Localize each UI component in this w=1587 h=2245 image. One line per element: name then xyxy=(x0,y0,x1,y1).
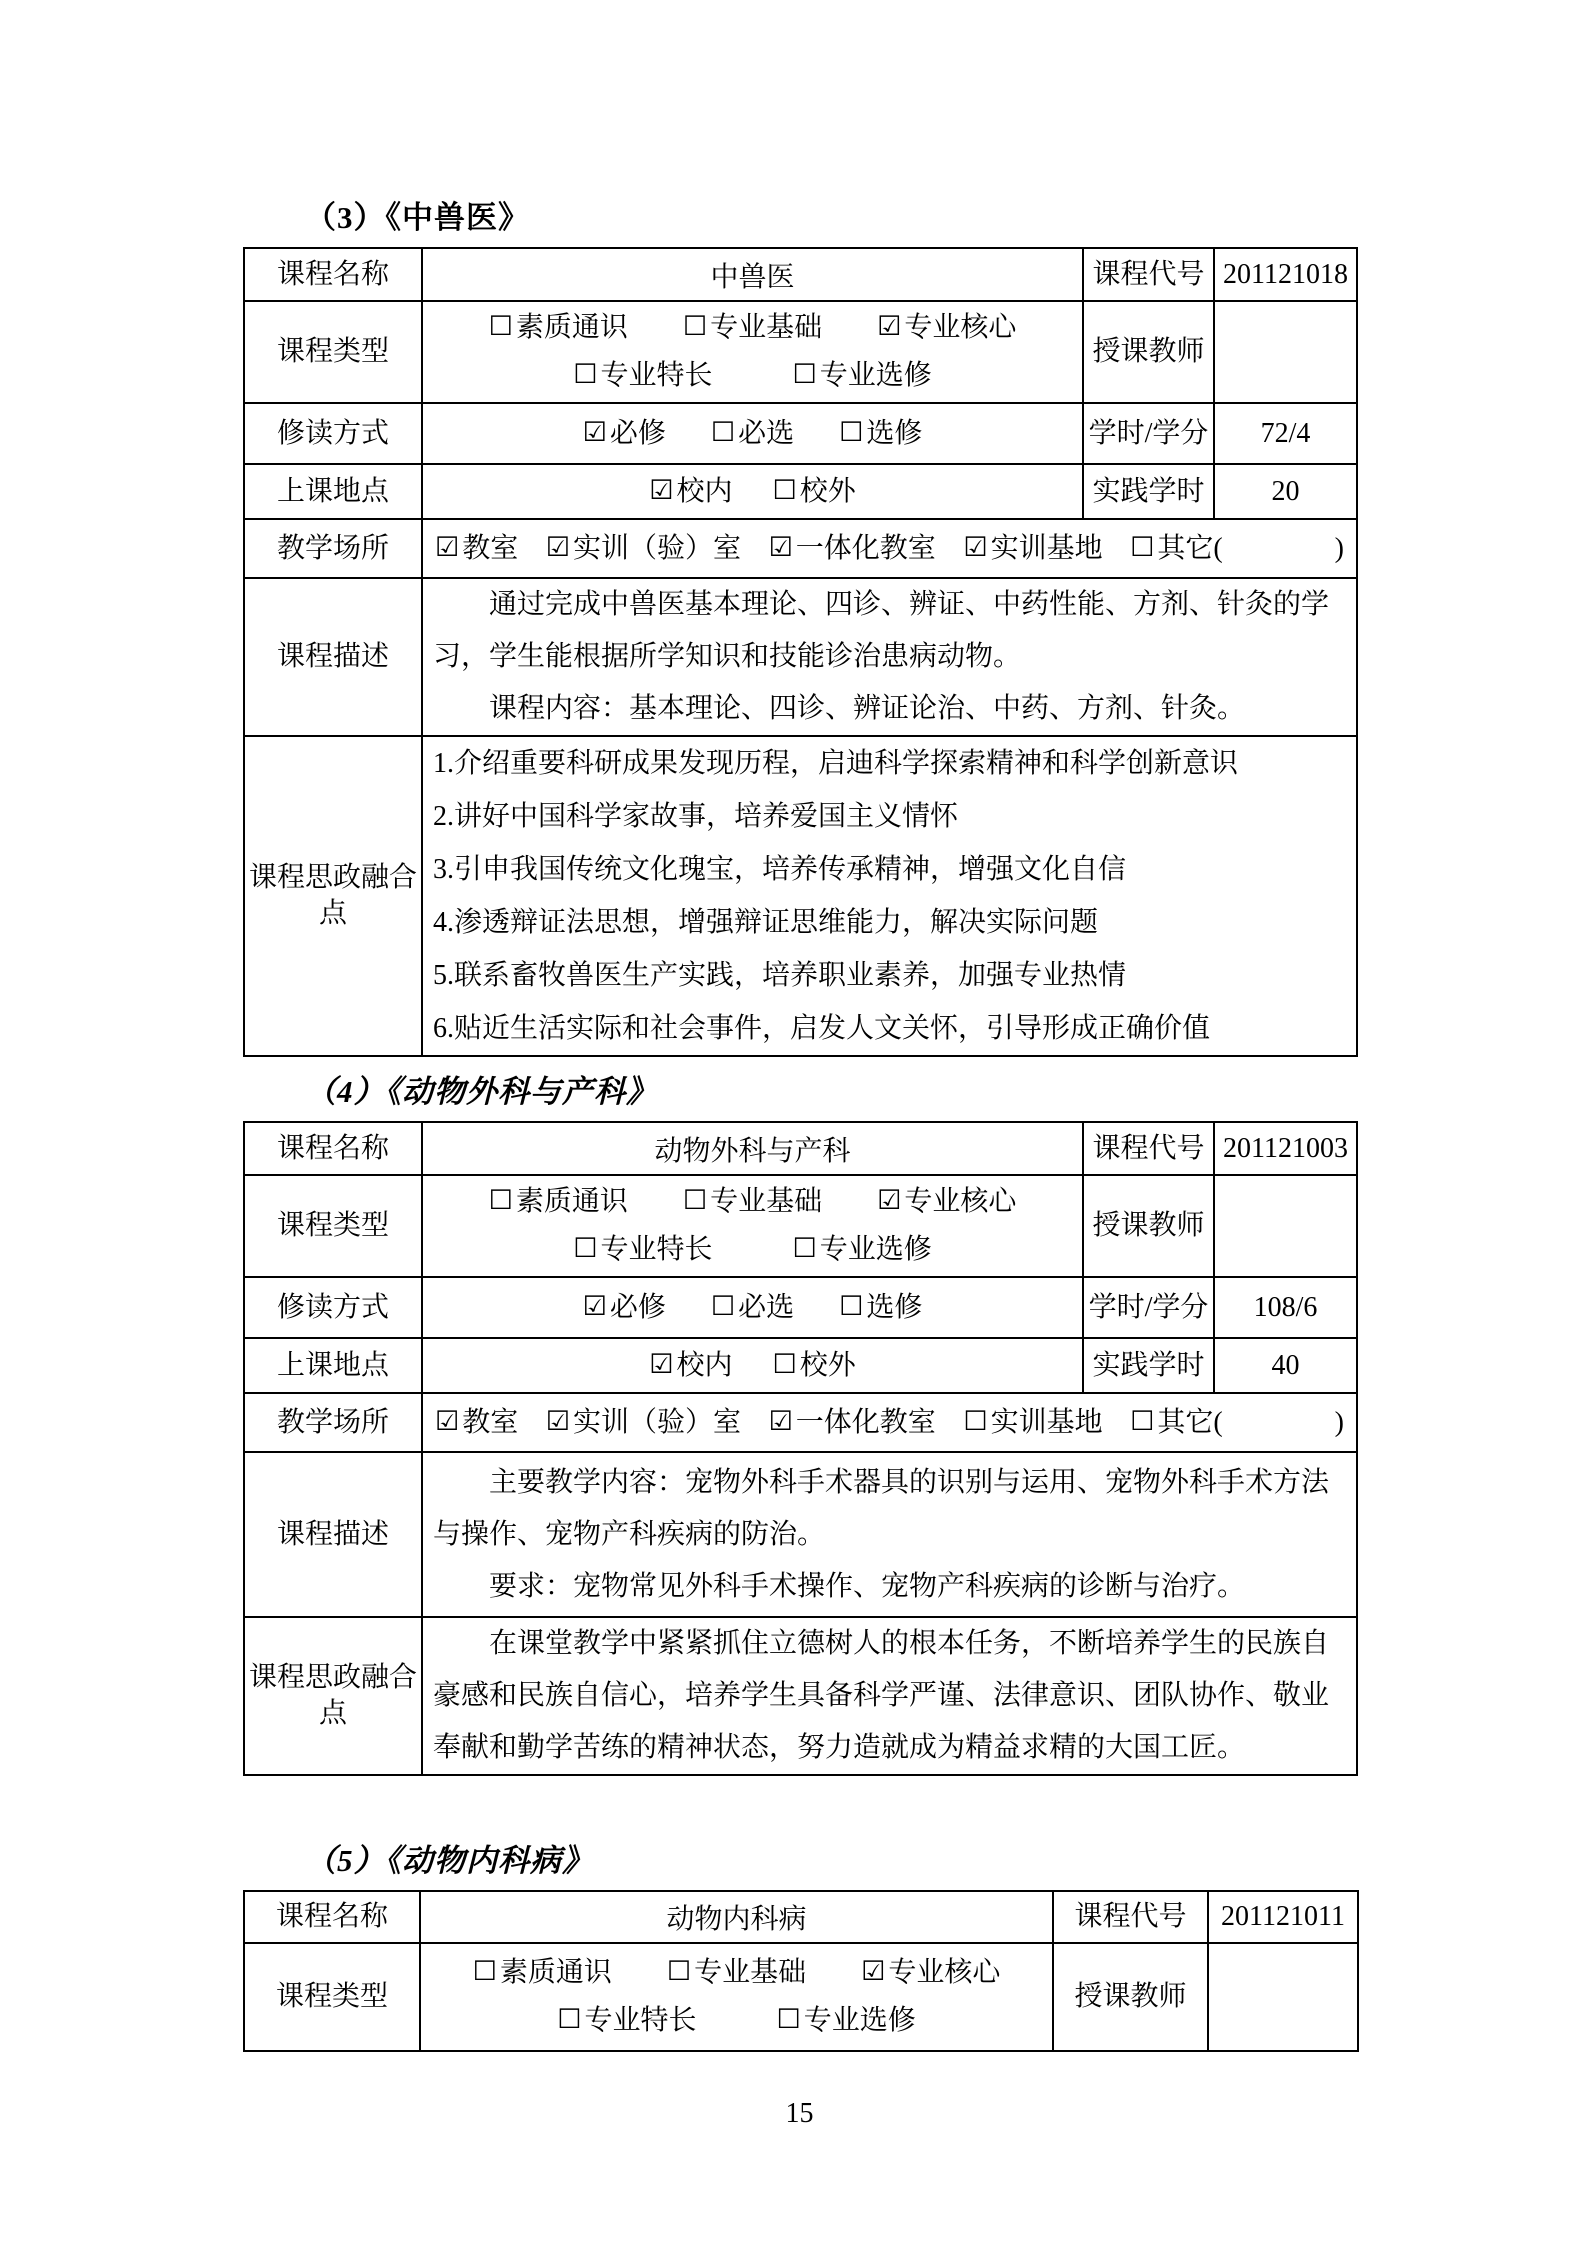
ideology-label: 课程思政融合点 xyxy=(244,736,422,1056)
checkbox-option xyxy=(557,1997,696,2045)
checkbox-option xyxy=(683,1178,822,1226)
ideology-item: 3.引申我国传统文化瑰宝，培养传承精神，增强文化自信 xyxy=(433,854,1127,885)
checkbox-option xyxy=(793,1226,932,1274)
mode-options-row xyxy=(423,410,1082,458)
checkbox-icon: ☐ xyxy=(488,311,513,342)
option-label: 校内 xyxy=(676,1349,733,1381)
option-label: 专业核心 xyxy=(888,1957,1001,1988)
checkbox-icon: ☑ xyxy=(545,1405,570,1437)
checkbox-option xyxy=(546,1399,741,1447)
checkbox-option xyxy=(963,1399,1102,1447)
location-options xyxy=(422,464,1083,519)
checkbox-icon: ☐ xyxy=(682,311,708,342)
course-name-value: 动物内科病 xyxy=(420,1891,1053,1943)
course-code-value: 201121018 xyxy=(1214,248,1357,301)
teacher-label: 授课教师 xyxy=(1083,1175,1214,1277)
practice-label: 实践学时 xyxy=(1083,464,1214,519)
description-label: 课程描述 xyxy=(244,1452,422,1617)
ideology-item: 6.贴近生活实际和社会事件，启发人文关怀，引导形成正确价值 xyxy=(433,1013,1211,1044)
hours-value: 108/6 xyxy=(1214,1277,1357,1338)
description-content xyxy=(422,1452,1357,1617)
type-options-row-1 xyxy=(423,1178,1082,1226)
mode-label: 修读方式 xyxy=(244,1277,422,1338)
option-label: 实训（验）室 xyxy=(573,1406,742,1438)
location-label: 上课地点 xyxy=(244,464,422,519)
option-label: 专业特长 xyxy=(600,360,713,391)
checkbox-option xyxy=(489,304,628,352)
option-label: 校外 xyxy=(799,1349,856,1381)
table-row xyxy=(244,1452,1357,1617)
checkbox-option xyxy=(667,1949,806,1997)
course-code-label: 课程代号 xyxy=(1083,248,1214,301)
checkbox-icon: ☐ xyxy=(792,359,817,390)
checkbox-icon: ☑ xyxy=(545,531,570,563)
option-label: 专业基础 xyxy=(710,1186,823,1217)
ideology-content xyxy=(422,736,1357,1056)
course-name-label: 课程名称 xyxy=(244,1891,420,1943)
checkbox-option xyxy=(473,1949,612,1997)
section-4-heading: （4）《动物外科与产科》 xyxy=(305,1074,658,1109)
venue-options xyxy=(422,519,1357,578)
option-label: 素质通识 xyxy=(515,312,628,343)
type-options-row-2 xyxy=(421,1997,1052,2045)
course-code-label: 课程代号 xyxy=(1053,1891,1208,1943)
teacher-label: 授课教师 xyxy=(1053,1943,1208,2051)
checkbox-icon: ☐ xyxy=(839,416,864,448)
checkbox-option xyxy=(573,1226,712,1274)
table-row xyxy=(244,464,1357,519)
checkbox-icon: ☐ xyxy=(666,1956,692,1987)
checkbox-icon: ☐ xyxy=(488,1185,513,1216)
hours-label: 学时/学分 xyxy=(1083,1277,1214,1338)
option-label: 选修 xyxy=(866,1291,923,1323)
checkbox-icon: ☐ xyxy=(772,474,797,506)
ideology-label: 课程思政融合点 xyxy=(244,1617,422,1775)
checkbox-option xyxy=(683,304,822,352)
option-label: 实训基地 xyxy=(990,1406,1103,1438)
course-name-label: 课程名称 xyxy=(244,248,422,301)
table-row xyxy=(244,1277,1357,1338)
checkbox-option xyxy=(1130,1399,1344,1447)
teacher-label: 授课教师 xyxy=(1083,301,1214,403)
checkbox-option xyxy=(769,525,936,573)
option-label: 专业核心 xyxy=(904,312,1017,343)
option-label: 一体化教室 xyxy=(795,1406,936,1438)
venue-options-row xyxy=(423,525,1356,573)
checkbox-option xyxy=(861,1949,1000,1997)
checkbox-icon: ☑ xyxy=(435,1405,460,1437)
checkbox-icon: ☐ xyxy=(710,1290,736,1322)
description-paragraph: 通过完成中兽医基本理论、四诊、辨证、中药性能、方剂、针灸的学习，学生能根据所学知识和技能诊治患病动物。 xyxy=(433,589,1330,672)
venue-label: 教学场所 xyxy=(244,1393,422,1452)
course-table-5 xyxy=(243,1890,1359,2052)
option-label: 教室 xyxy=(462,1406,519,1438)
course-table-4 xyxy=(243,1121,1358,1776)
course-type-label: 课程类型 xyxy=(244,1943,420,2051)
checkbox-option xyxy=(711,1284,794,1332)
location-options-row xyxy=(423,468,1082,516)
table-row xyxy=(244,403,1357,464)
option-label: 校外 xyxy=(799,475,856,507)
type-options-row-1 xyxy=(421,1949,1052,1997)
checkbox-option xyxy=(777,1997,916,2045)
checkbox-icon: ☑ xyxy=(768,531,793,563)
checkbox-option xyxy=(793,352,932,400)
mode-options xyxy=(422,1277,1083,1338)
checkbox-icon: ☑ xyxy=(582,1290,607,1322)
table-row xyxy=(244,1617,1357,1775)
location-options-row xyxy=(423,1342,1082,1390)
hours-value: 72/4 xyxy=(1214,403,1357,464)
checkbox-option xyxy=(583,410,666,458)
checkbox-icon: ☐ xyxy=(573,359,598,390)
practice-value: 40 xyxy=(1214,1338,1357,1393)
course-code-value: 201121003 xyxy=(1214,1122,1357,1175)
option-label: 一体化教室 xyxy=(795,532,936,564)
checkbox-icon: ☐ xyxy=(472,1956,497,1987)
description-paragraph: 主要教学内容：宠物外科手术器具的识别与运用、宠物外科手术方法与操作、宠物产科疾病的防治。 xyxy=(433,1466,1330,1550)
course-name-value: 中兽医 xyxy=(422,248,1083,301)
practice-label: 实践学时 xyxy=(1083,1338,1214,1393)
table-row xyxy=(244,1122,1357,1175)
location-options xyxy=(422,1338,1083,1393)
option-label: 必修 xyxy=(609,417,666,449)
checkbox-option xyxy=(839,410,922,458)
checkbox-option xyxy=(773,1342,856,1390)
ideology-content xyxy=(422,1617,1357,1775)
table-row xyxy=(244,1175,1357,1277)
checkbox-icon: ☑ xyxy=(649,474,674,506)
checkbox-option xyxy=(435,1399,518,1447)
checkbox-option xyxy=(877,304,1016,352)
teacher-value xyxy=(1208,1943,1358,2051)
course-code-value: 201121011 xyxy=(1208,1891,1358,1943)
course-table-3 xyxy=(243,247,1358,1057)
option-label: 实训基地 xyxy=(990,532,1103,564)
checkbox-option xyxy=(839,1284,922,1332)
option-label: 专业特长 xyxy=(600,1234,713,1265)
ideology-item: 2.讲好中国科学家故事，培养爱国主义情怀 xyxy=(433,801,959,832)
type-options-row-1 xyxy=(423,304,1082,352)
option-label: 教室 xyxy=(462,532,519,564)
type-options-row-2 xyxy=(423,1226,1082,1274)
course-name-value: 动物外科与产科 xyxy=(422,1122,1083,1175)
checkbox-icon: ☐ xyxy=(573,1233,598,1264)
table-row xyxy=(244,1943,1358,2051)
table-row xyxy=(244,578,1357,736)
table-row xyxy=(244,301,1357,403)
type-options-row-2 xyxy=(423,352,1082,400)
checkbox-icon: ☑ xyxy=(861,1956,886,1987)
checkbox-option xyxy=(769,1399,936,1447)
option-label: 专业选修 xyxy=(819,360,932,391)
checkbox-icon: ☐ xyxy=(1130,531,1155,563)
checkbox-option xyxy=(711,410,794,458)
checkbox-icon: ☑ xyxy=(649,1348,674,1380)
option-label: 其它( ) xyxy=(1157,1406,1344,1438)
venue-options xyxy=(422,1393,1357,1452)
option-label: 选修 xyxy=(866,417,923,449)
course-type-options xyxy=(422,301,1083,403)
checkbox-icon: ☐ xyxy=(963,1405,988,1437)
course-type-options xyxy=(420,1943,1053,2051)
description-content xyxy=(422,578,1357,736)
checkbox-icon: ☐ xyxy=(682,1185,708,1216)
checkbox-option xyxy=(649,1342,732,1390)
checkbox-option xyxy=(773,468,856,516)
option-label: 专业特长 xyxy=(584,2005,697,2036)
course-code-label: 课程代号 xyxy=(1083,1122,1214,1175)
section-5-heading: （5）《动物内科病》 xyxy=(305,1843,594,1878)
venue-options-row xyxy=(423,1399,1356,1447)
ideology-paragraph: 在课堂教学中紧紧抓住立德树人的根本任务，不断培养学生的民族自豪感和民族自信心，培养学生具备科学严谨、法律意识、团队协作、敬业奉献和勤学苦练的精神状态，努力造就成为精益求精的大国工匠。 xyxy=(433,1628,1330,1763)
checkbox-icon: ☑ xyxy=(877,1185,902,1216)
ideology-item: 4.渗透辩证法思想，增强辩证思维能力，解决实际问题 xyxy=(433,907,1099,938)
checkbox-option xyxy=(583,1284,666,1332)
course-type-label: 课程类型 xyxy=(244,301,422,403)
option-label: 专业选修 xyxy=(819,1234,932,1265)
table-row xyxy=(244,1338,1357,1393)
table-row xyxy=(244,248,1357,301)
table-row xyxy=(244,736,1357,1056)
teacher-value xyxy=(1214,301,1357,403)
option-label: 实训（验）室 xyxy=(573,532,742,564)
venue-label: 教学场所 xyxy=(244,519,422,578)
teacher-value xyxy=(1214,1175,1357,1277)
mode-label: 修读方式 xyxy=(244,403,422,464)
page-number: 15 xyxy=(785,2098,814,2129)
description-paragraph: 要求：宠物常见外科手术操作、宠物产科疾病的诊断与治疗。 xyxy=(489,1570,1246,1602)
course-type-options xyxy=(422,1175,1083,1277)
option-label: 专业选修 xyxy=(803,2005,916,2036)
option-label: 必修 xyxy=(609,1291,666,1323)
section-3-heading: （3）《中兽医》 xyxy=(305,200,530,235)
ideology-item: 5.联系畜牧兽医生产实践，培养职业素养，加强专业热情 xyxy=(433,960,1127,991)
description-paragraph: 课程内容：基本理论、四诊、辨证论治、中药、方剂、针灸。 xyxy=(489,693,1246,724)
option-label: 其它( ) xyxy=(1157,532,1344,564)
checkbox-icon: ☑ xyxy=(768,1405,793,1437)
checkbox-option xyxy=(573,352,712,400)
checkbox-icon: ☐ xyxy=(839,1290,864,1322)
ideology-item: 1.介绍重要科研成果发现历程，启迪科学探索精神和科学创新意识 xyxy=(433,748,1239,779)
table-row xyxy=(244,519,1357,578)
option-label: 素质通识 xyxy=(515,1186,628,1217)
checkbox-icon: ☑ xyxy=(963,531,988,563)
table-row xyxy=(244,1891,1358,1943)
option-label: 必选 xyxy=(738,417,795,449)
checkbox-option xyxy=(546,525,741,573)
description-label: 课程描述 xyxy=(244,578,422,736)
checkbox-icon: ☐ xyxy=(710,416,736,448)
option-label: 专业核心 xyxy=(904,1186,1017,1217)
checkbox-option xyxy=(1130,525,1344,573)
option-label: 素质通识 xyxy=(499,1957,612,1988)
checkbox-icon: ☐ xyxy=(776,2004,801,2035)
checkbox-icon: ☐ xyxy=(557,2004,582,2035)
checkbox-icon: ☑ xyxy=(582,416,607,448)
option-label: 专业基础 xyxy=(694,1957,807,1988)
checkbox-option xyxy=(963,525,1102,573)
checkbox-icon: ☐ xyxy=(1130,1405,1155,1437)
table-row xyxy=(244,1393,1357,1452)
hours-label: 学时/学分 xyxy=(1083,403,1214,464)
checkbox-option xyxy=(435,525,518,573)
course-name-label: 课程名称 xyxy=(244,1122,422,1175)
checkbox-option xyxy=(489,1178,628,1226)
checkbox-icon: ☑ xyxy=(435,531,460,563)
option-label: 必选 xyxy=(738,1291,795,1323)
mode-options xyxy=(422,403,1083,464)
mode-options-row xyxy=(423,1284,1082,1332)
checkbox-icon: ☑ xyxy=(877,311,902,342)
location-label: 上课地点 xyxy=(244,1338,422,1393)
checkbox-icon: ☐ xyxy=(772,1348,797,1380)
course-type-label: 课程类型 xyxy=(244,1175,422,1277)
checkbox-option xyxy=(877,1178,1016,1226)
practice-value: 20 xyxy=(1214,464,1357,519)
checkbox-option xyxy=(649,468,732,516)
option-label: 专业基础 xyxy=(710,312,823,343)
option-label: 校内 xyxy=(676,475,733,507)
checkbox-icon: ☐ xyxy=(792,1233,817,1264)
